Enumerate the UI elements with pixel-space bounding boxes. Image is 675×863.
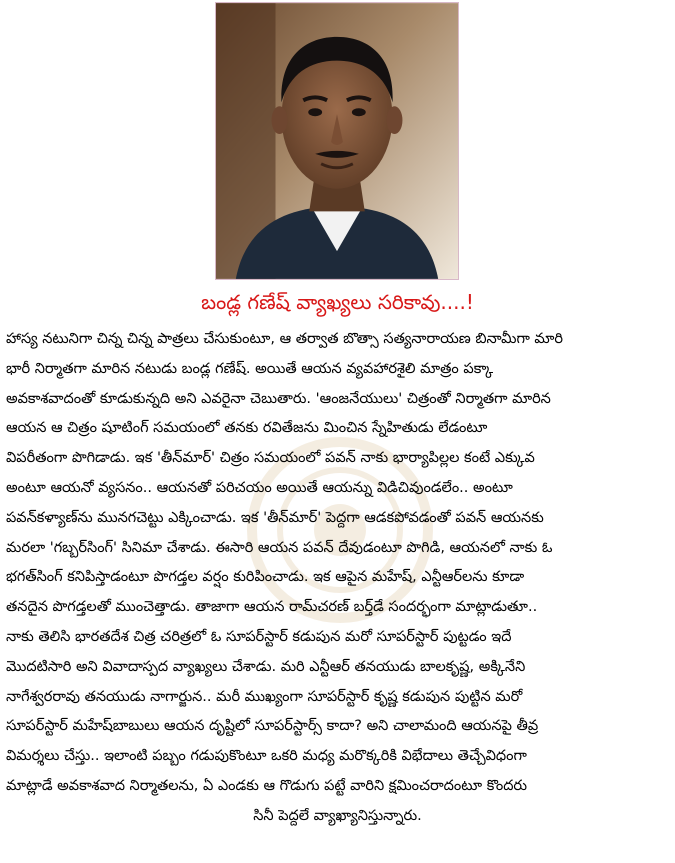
article-line: నాకు తెలిసి భారతదేశ చిత్ర చరిత్రలో ఓ సూపర్‌స్టార్ కడుపున మరో సూపర్‌స్టార్ పుట్టడం ఇదే <box>6 628 512 645</box>
article-line: భారీ నిర్మాతగా మారిన నటుడు బండ్ల గణేష్. అయితే ఆయన వ్యవహారశైలి మాత్రం పక్కా <box>6 360 494 377</box>
article-line: హాస్య నటునిగా చిన్న చిన్న పాత్రలు చేసుకుంటూ, ఆ తర్వాత బొత్సా సత్యనారాయణ బినామీగా మారి <box>6 331 564 347</box>
article-line: భగత్‌సింగ్ కనిపిస్తాడంటూ పొగడ్తల వర్షం కురిపించాడు. ఇక ఆపైన మహేష్, ఎన్టీఆర్‌లను కూడా <box>6 569 525 586</box>
portrait-image <box>216 3 458 279</box>
article-body <box>6 325 669 832</box>
article-line: మొదటిసారి అని వివాదాస్పద వ్యాఖ్యలు చేశాడు. మరి ఎన్టీఆర్ తనయుడు బాలకృష్ణ, అక్కినేని <box>6 658 526 675</box>
article-line: నాగేశ్వరరావు తనయుడు నాగార్జున.. మరీ ముఖ్యంగా సూపర్‌స్టార్ కృష్ణ కడుపున పుట్టిన మరో <box>6 688 523 705</box>
article-line: ఆయన ఆ చిత్రం షూటింగ్ సమయంలో తనకు రవితేజను మించిన స్నేహితుడు లేడంటూ <box>6 420 488 437</box>
article-headline: బండ్ల గణేష్ వ్యాఖ్యలు సరికావు....! <box>201 290 474 314</box>
article-line: అంటూ ఆయనో వ్యసనం.. ఆయనతో పరిచయం అయితే ఆయన్ను విడిచివుండలేం.. అంటూ <box>6 479 513 496</box>
article-line: పవన్‌కళ్యాణ్‌ను మునగచెట్టు ఎక్కించాడు. ఇక 'తీన్‌మార్' పెద్దగా ఆడకపోవడంతో పవన్ ఆయనకు <box>6 509 544 526</box>
article-line: అవకాశవాదంతో కూడుకున్నది అని ఎవరైనా చెబుతారు. 'ఆంజనేయులు' చిత్రంతో నిర్మాతగా మారిన <box>6 390 551 407</box>
article-line: సూపర్‌స్టార్ మహేష్‌బాబులు ఆయన దృష్టిలో సూపర్‌స్టార్స్ కాదా? అని చాలామంది ఆయనపై తీవ్ర <box>6 718 539 735</box>
article-line: విమర్శలు చేస్తు.. ఇలాంటి పబ్బం గడుపుకొంటూ ఒకరి మధ్య మరొక్కరికి విభేదాలు తెచ్చేవిధంగా <box>6 748 527 765</box>
article-line: మాట్లాడే అవకాశవాద నిర్మాతలను, ఏ ఎండకు ఆ గొడుగు పట్టే వారిని క్షమించరాదంటూ కొందరు <box>6 777 528 794</box>
article-line: మరలా 'గబ్బర్‌సింగ్' సినిమా చేశాడు. ఈసారి ఆయన పవన్ దేవుడంటూ పొగిడి, ఆయనలో నాకు ఓ <box>6 539 553 556</box>
article-line: తనదైన పొగడ్తలతో ముంచెత్తాడు. తాజాగా ఆయన రామ్‌చరణ్ బర్త్‌డే సందర్భంగా మాట్లాడుతూ.. <box>6 599 538 616</box>
portrait-photo <box>215 2 459 280</box>
article-line-last: సినీ పెద్దలే వ్యాఖ్యానిస్తున్నారు. <box>253 807 422 824</box>
article-line: విపరీతంగా పొగిడాడు. ఇక 'తీన్‌మార్' చిత్రం సమయంలో పవన్ నాకు భార్యాపిల్లల కంటే ఎక్కువ <box>6 450 535 467</box>
